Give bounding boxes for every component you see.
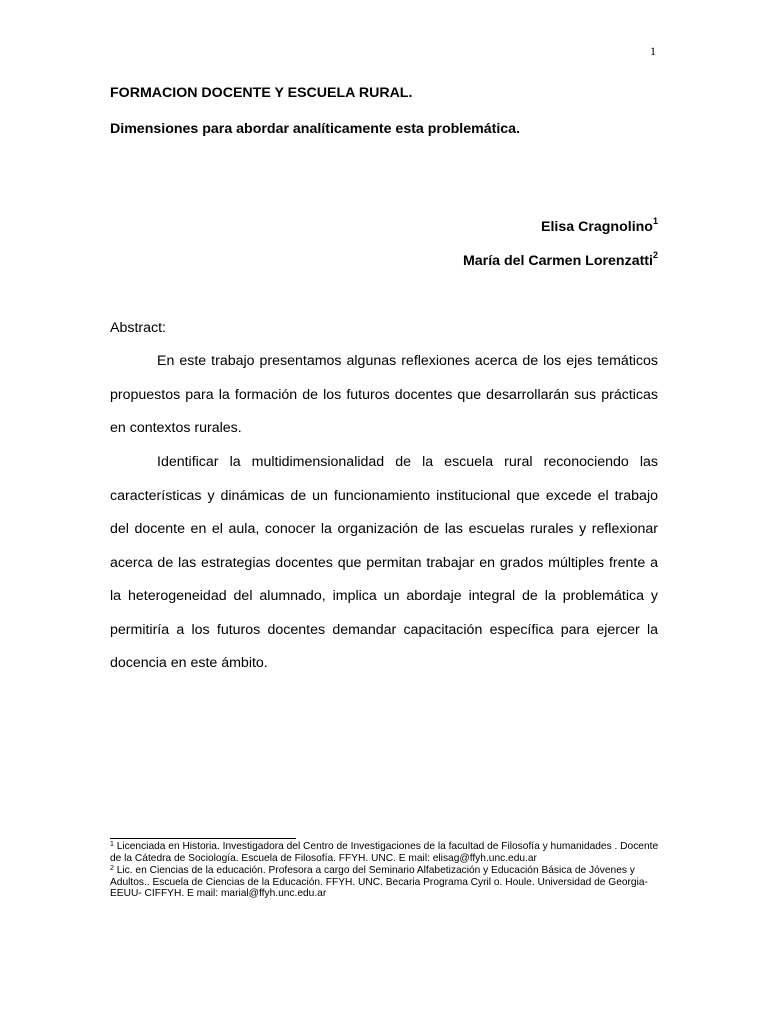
footnotes [110, 841, 662, 901]
author-1 [541, 216, 658, 235]
footnote-1-text: Licenciada en Historia. Investigadora del Centro de Investigaciones de la facultad de Filosofía y humanidades . Docente de la Cátedra de Sociología. Escuela de Filosofía. FFYH. UNC. E mail: elisag@ffyh.unc.edu.ar [110, 841, 659, 864]
footnote-2-mark: 2 [110, 865, 114, 873]
footnote-separator [110, 838, 296, 839]
document-subtitle: Dimensiones para abordar analíticamente esta problemática. [110, 121, 521, 137]
page-number: 1 [650, 44, 656, 58]
footnote-2 [110, 865, 662, 900]
abstract-paragraph-1: En este trabajo presentamos algunas reflexiones acerca de los ejes temáticos propuestos para la formación de los futuros docentes que desarrollarán sus prácticas en contextos rurales. [110, 353, 658, 436]
author-2-name: María del Carmen Lorenzatti [462, 253, 653, 269]
author-2-footnote-mark[interactable]: 2 [652, 250, 658, 260]
abstract-paragraph-2: Identificar la multidimensionalidad de la escuela rural reconociendo las características y dinámicas de un funcionamiento institucional que excede el trabajo del docente en el aula, conocer la organización de las escuelas rurales y reflexionar acerca de las estrategias docentes que permitan trabajar en grados múltiples frente a la heterogeneidad del alumnado, implica un abordaje integral de la problemática y permitiría a los futuros docentes demandar capacitación específica para ejercer la docencia en este ámbito. [110, 454, 658, 671]
document-title: FORMACION DOCENTE Y ESCUELA RURAL. [110, 85, 413, 101]
footnote-1 [110, 841, 662, 864]
author-1-name: Elisa Cragnolino [541, 219, 653, 235]
footnote-1-mark: 1 [110, 841, 114, 848]
author-2 [462, 250, 658, 269]
author-1-footnote-mark[interactable]: 1 [652, 216, 658, 226]
footnote-2-text: Lic. en Ciencias de la educación. Profesora a cargo del Seminario Alfabetización y Educación Básica de Jóvenes y Adultos.. Escuela de Ciencias de la Educación. FFYH. UNC. Becaria Programa Cyril o. Houle. Universidad de Georgia-EEUU- CIFFYH. E mail: marial@ffyh.unc.edu.ar [110, 865, 648, 900]
abstract-heading: Abstract: [110, 320, 166, 336]
